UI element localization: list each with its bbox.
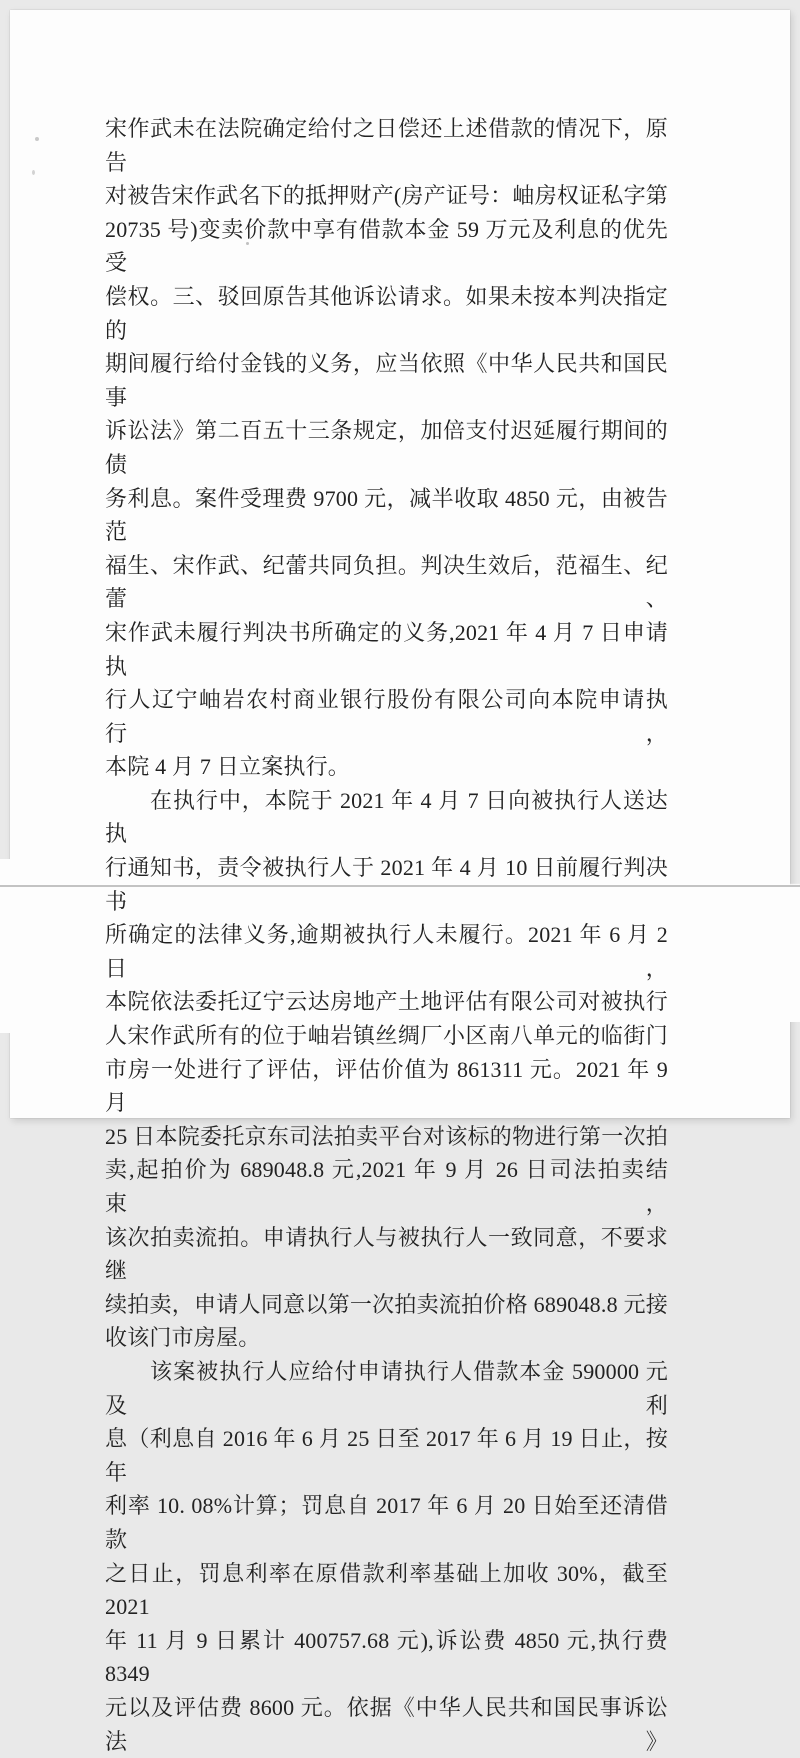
text-line: 行通知书，责令被执行人于 2021 年 4 月 10 日前履行判决书	[105, 855, 668, 914]
scan-noise-speck	[32, 170, 35, 175]
text-line: 收该门市房屋。	[105, 1325, 261, 1351]
text-line: 宋作武未履行判决书所确定的义务,2021 年 4 月 7 日申请执	[105, 619, 668, 679]
text-line: 务利息。案件受理费 9700 元，减半收取 4850 元，由被告范	[105, 485, 668, 545]
text-line: 该案被执行人应给付申请执行人借款本金 590000 元及利	[105, 1358, 668, 1418]
text-line: 本院 4 月 7 日立案执行。	[105, 754, 351, 780]
text-line: 市房一处进行了评估，评估价值为 861311 元。2021 年 9 月	[105, 1056, 668, 1116]
scan-artifact-band-right	[788, 887, 800, 1022]
text-line: 人宋作武所有的位于岫岩镇丝绸厂小区南八单元的临街门	[105, 1023, 668, 1049]
document-text	[105, 112, 668, 1758]
text-line: 利率 10. 08%计算；罚息自 2017 年 6 月 20 日始至还清借款	[105, 1493, 668, 1552]
text-line: 宋作武未在法院确定给付之日偿还上述借款的情况下，原告	[105, 116, 668, 175]
text-line: 偿权。三、驳回原告其他诉讼请求。如果未按本判决指定的	[105, 283, 668, 343]
text-line: 20735 号)变卖价款中享有借款本金 59 万元及利息的优先受	[105, 216, 668, 276]
text-line: 诉讼法》第二百五十三条规定，加倍支付迟延履行期间的债	[105, 418, 668, 477]
text-line: 行人辽宁岫岩农村商业银行股份有限公司向本院申请执行，	[105, 687, 668, 746]
text-line: 期间履行给付金钱的义务，应当依照《中华人民共和国民事	[105, 351, 668, 410]
text-line: 对被告宋作武名下的抵押财产(房产证号：岫房权证私字第	[105, 183, 668, 209]
text-line: 本院依法委托辽宁云达房地产土地评估有限公司对被执行	[105, 989, 668, 1015]
text-line: 25 日本院委托京东司法拍卖平台对该标的物进行第一次拍	[105, 1123, 668, 1149]
text-line: 所确定的法律义务,逾期被执行人未履行。2021 年 6 月 2 日，	[105, 922, 668, 981]
text-line: 卖,起拍价为 689048.8 元,2021 年 9 月 26 日司法拍卖结束，	[105, 1157, 668, 1216]
text-line: 福生、宋作武、纪蕾共同负担。判决生效后，范福生、纪蕾、	[105, 552, 668, 612]
text-line: 续拍卖，申请人同意以第一次拍卖流拍价格 689048.8 元接	[105, 1291, 668, 1317]
text-line: 元以及评估费 8600 元。依据《中华人民共和国民事诉讼法》	[105, 1694, 668, 1754]
text-line: 息（利息自 2016 年 6 月 25 日至 2017 年 6 月 19 日止，按年	[105, 1426, 668, 1485]
text-line: 该次拍卖流拍。申请执行人与被执行人一致同意，不要求继	[105, 1224, 668, 1284]
text-line: 之日止，罚息利率在原借款利率基础上加收 30%，截至 2021	[105, 1560, 668, 1620]
scan-noise-speck	[35, 137, 39, 141]
text-line: 在执行中，本院于 2021 年 4 月 7 日向被执行人送达执	[105, 787, 668, 847]
text-line: 年 11 月 9 日累计 400757.68 元),诉讼费 4850 元,执行费 8349	[105, 1627, 668, 1687]
